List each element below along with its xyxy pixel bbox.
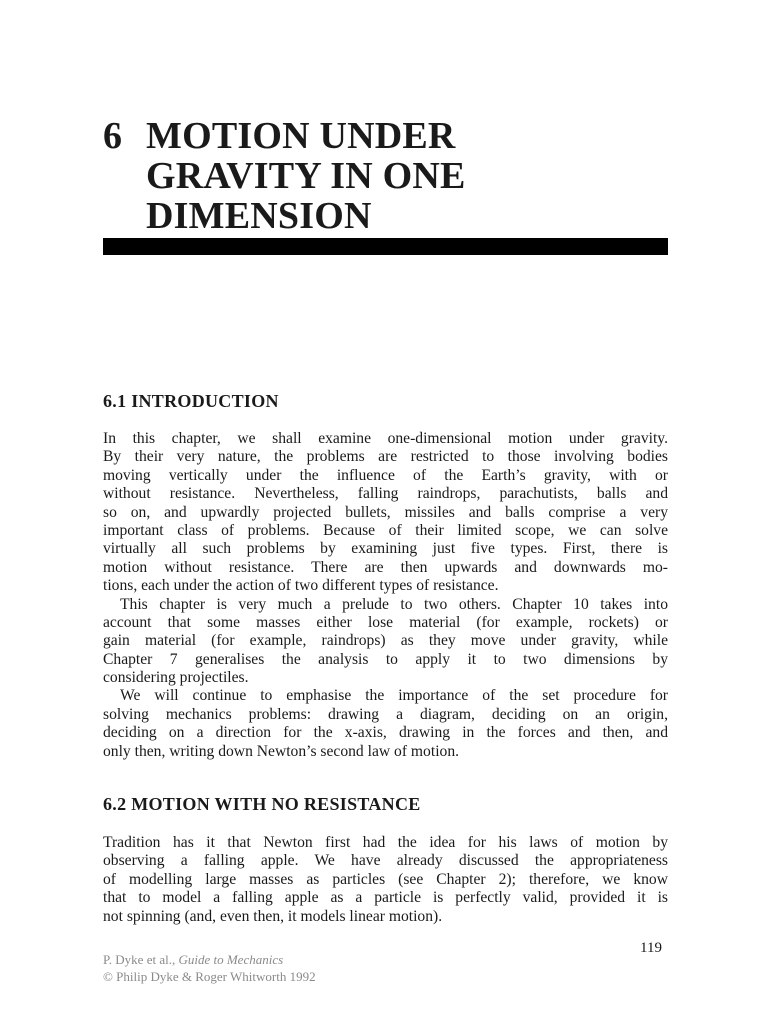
title-rule bbox=[103, 238, 668, 255]
text-line: By their very nature, the problems are restricted to those involving bodies bbox=[103, 448, 668, 466]
chapter-title-line: MOTION UNDER bbox=[146, 115, 456, 157]
chapter-title bbox=[103, 116, 466, 236]
text-line: observing a falling apple. We have already discussed the appropriateness bbox=[103, 852, 668, 870]
text-line: We will continue to emphasise the importance of the set procedure for bbox=[120, 687, 668, 705]
text-line: account that some masses either lose material (for example, rockets) or bbox=[103, 613, 668, 631]
footer bbox=[103, 951, 316, 985]
page-number: 119 bbox=[640, 940, 662, 956]
text-line: tions, each under the action of two different types of resistance. bbox=[103, 577, 499, 595]
text-line: without resistance. Nevertheless, falling raindrops, parachutists, balls and bbox=[103, 485, 668, 503]
text-line: Chapter 7 generalises the analysis to apply it to two dimensions by bbox=[103, 650, 668, 668]
text-line: considering projectiles. bbox=[103, 669, 249, 687]
section-heading: 6.1 INTRODUCTION bbox=[103, 391, 279, 411]
text-line: that to model a falling apple as a particle is perfectly valid, provided it is bbox=[103, 889, 668, 907]
section-heading: 6.2 MOTION WITH NO RESISTANCE bbox=[103, 794, 421, 814]
chapter-number: 6 bbox=[103, 115, 123, 157]
section-body bbox=[103, 834, 668, 926]
text-line: only then, writing down Newton’s second law of motion. bbox=[103, 742, 460, 760]
text-line: solving mechanics problems: drawing a diagram, deciding on an origin, bbox=[103, 705, 668, 723]
text-line: In this chapter, we shall examine one-dimensional motion under gravity. bbox=[103, 430, 668, 447]
text-line: deciding on a direction for the x-axis, drawing in the forces and then, and bbox=[103, 724, 668, 742]
text-line: moving vertically under the influence of the Earth’s gravity, with or bbox=[103, 466, 668, 484]
footer-book-title: Guide to Mechanics bbox=[178, 952, 284, 967]
text-line: not spinning (and, even then, it models linear motion). bbox=[103, 907, 443, 925]
footer-copyright: © Philip Dyke & Roger Whitworth 1992 bbox=[103, 969, 316, 984]
section-body bbox=[103, 430, 668, 761]
text-line: of modelling large masses as particles (see Chapter 2); therefore, we know bbox=[103, 870, 668, 888]
text-line: This chapter is very much a prelude to two others. Chapter 10 takes into bbox=[120, 595, 668, 613]
text-line: virtually all such problems by examining just five types. First, there is bbox=[103, 540, 668, 558]
text-line: so on, and upwardly projected bullets, missiles and balls comprise a very bbox=[103, 503, 668, 521]
chapter-title-line: DIMENSION bbox=[146, 195, 372, 237]
footer-authors: P. Dyke et al., bbox=[103, 952, 179, 967]
text-line: gain material (for example, raindrops) as they move under gravity, while bbox=[103, 632, 668, 650]
chapter-title-line: GRAVITY IN ONE bbox=[146, 155, 466, 197]
text-line: motion without resistance. There are then upwards and downwards mo- bbox=[103, 558, 668, 576]
text-line: important class of problems. Because of their limited scope, we can solve bbox=[103, 521, 668, 539]
text-line: Tradition has it that Newton first had the idea for his laws of motion by bbox=[103, 834, 668, 851]
